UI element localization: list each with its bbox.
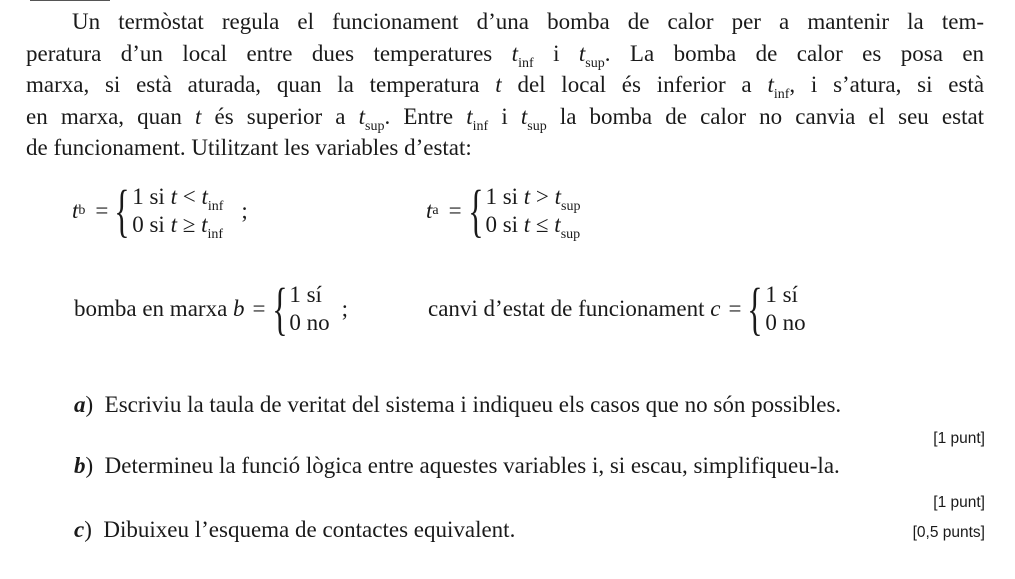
intro-line-1: Un termòstat regula el funcionament d’una bomba de calor per a mantenir la tem- bbox=[72, 9, 984, 34]
question-a: a) Escriviu la taula de veritat del sistema i indiqueu els casos que no són possibles. bbox=[74, 392, 842, 417]
points-b: [1 punt] bbox=[933, 494, 985, 511]
left-brace: { bbox=[114, 178, 130, 243]
cases-ta bbox=[485, 183, 581, 242]
intro-line-3: marxa, si està aturada, quan la temperatura t del local és inferior a $t_{inf}$, i s’atura, si està bbox=[26, 72, 985, 102]
points-c: [0,5 punts] bbox=[912, 524, 985, 541]
case-tb-2: 0 si $t \ge t_{inf}$ bbox=[132, 212, 224, 242]
intro-line-5: de funcionament. Utilitzant les variables d’estat: bbox=[26, 135, 472, 160]
top-rule-fragment bbox=[30, 0, 110, 5]
cases-b: 1 sí 0 no bbox=[289, 282, 330, 335]
question-c: c) Dibuixeu l’esquema de contactes equivalent. bbox=[74, 517, 516, 542]
intro-line-4: en marxa, quan t és superior a $t_{sup}$. Entre $t_{inf}$ i $t_{sup}$ la bomba de calor no canvia el seu estat bbox=[26, 103, 985, 134]
equation-b: bomba en marxa b = { 1 sí 0 no ; bbox=[74, 276, 348, 341]
case-tb-1: 1 si $t < t_{inf}$ bbox=[132, 184, 224, 214]
cases-tb bbox=[132, 183, 224, 242]
intro-line-2: peratura d’un local entre dues temperatures $t_{inf}$ i $t_{sup}$. La bomba de calor es posa en bbox=[26, 40, 985, 71]
equation-tb: t b = { 1 si $t < t_{inf}$ 0 si $t \ge t_{inf}$ ; bbox=[72, 178, 248, 243]
case-ta-1: 1 si $t > t_{sup}$ bbox=[485, 184, 581, 214]
equation-c: canvi d’estat de funcionament c = { 1 sí 0 no bbox=[428, 276, 806, 341]
left-brace: { bbox=[467, 178, 484, 243]
left-brace: { bbox=[271, 276, 288, 341]
problem-statement bbox=[26, 6, 984, 164]
equation-ta: t a = { 1 si $t > t_{sup}$ 0 si $t \le t_{sup}$ bbox=[426, 178, 581, 243]
cases-c: 1 sí 0 no bbox=[765, 282, 806, 335]
case-ta-2: 0 si $t \le t_{sup}$ bbox=[485, 212, 581, 242]
left-brace: { bbox=[747, 276, 764, 341]
points-a: [1 punt] bbox=[933, 430, 985, 447]
question-b: b) Determineu la funció lògica entre aquestes variables i, si escau, simplifiqueu-la. bbox=[74, 453, 840, 478]
